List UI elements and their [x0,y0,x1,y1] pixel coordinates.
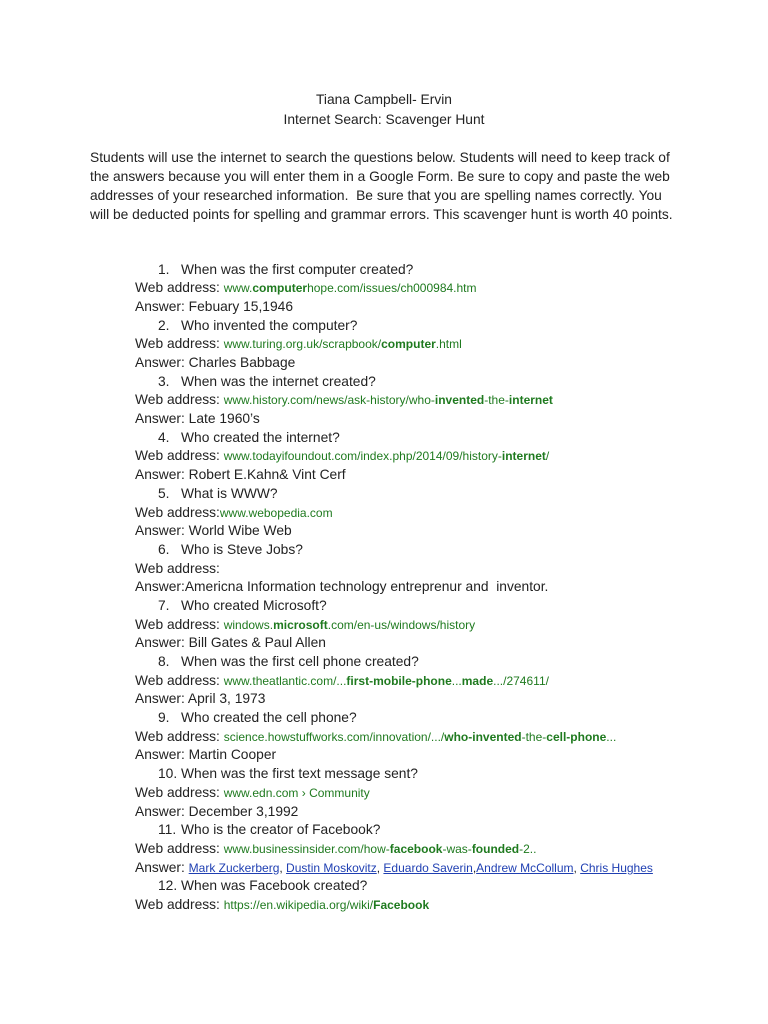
document-title: Internet Search: Scavenger Hunt [283,112,485,127]
instructions-paragraph [90,148,730,224]
answer-link[interactable]: Andrew McCollum [476,860,574,875]
web-address-url [224,842,537,856]
answer-link[interactable]: Dustin Moskovitz [286,860,377,875]
question-item [0,261,768,317]
web-address-url [224,898,429,912]
web-address-label: Web address: [135,840,224,856]
question-line [0,317,768,336]
web-address-label: Web address: [135,392,224,408]
question-line [0,485,768,504]
url-bold-segment: facebook [389,841,443,856]
question-text: Who created the internet? [181,429,340,445]
web-address-url [224,786,370,800]
answer-line [0,690,768,709]
web-address-url [224,618,475,632]
web-address-label: Web address: [135,560,220,576]
question-text: When was the internet created? [181,373,376,389]
answer-link[interactable]: Mark Zuckerberg [188,860,280,875]
answer-text: Bill Gates & Paul Allen [188,635,326,651]
question-text: Who created the cell phone? [181,710,357,726]
question-number: 9. [158,710,170,726]
url-bold-segment: who-invented [444,729,522,744]
answer-label: Answer: [135,523,189,539]
answer-separator: , [573,860,581,875]
url-bold-segment: internet [501,449,546,464]
url-segment: www.webopedia.com [219,505,333,520]
url-segment: www.businessinsider.com/how- [223,841,390,856]
answer-text: December 3,1992 [188,803,299,819]
url-segment: .html [435,337,462,352]
answer-label: Answer: [135,747,189,763]
question-number: 12. [158,878,178,894]
question-text: What is WWW? [181,485,278,501]
document-header [0,90,768,130]
web-address-line [0,335,768,354]
question-line [0,373,768,392]
answer-line [0,803,768,822]
answer-label: Answer: [135,355,189,371]
web-address-line [0,560,768,579]
question-item [0,317,768,373]
url-segment: https://en.wikipedia.org/wiki/ [223,897,374,912]
instructions-line: will be deducted points for spelling and grammar errors. This scavenger hunt is worth 40 points. [90,206,673,222]
question-list [0,261,768,915]
answer-label: Answer: [135,467,189,483]
web-address-url [224,730,617,744]
web-address-line [0,504,768,523]
answer-line [0,410,768,429]
answer-text: Americna Information technology entreprenur and inventor. [184,579,549,595]
question-number: 5. [158,485,170,501]
question-text: When was the first computer created? [181,261,414,277]
web-address-label: Web address: [135,896,224,912]
web-address-url [224,337,462,351]
question-line [0,541,768,560]
question-number: 6. [158,541,170,557]
question-line [0,597,768,616]
url-segment: www.history.com/news/ask-history/who- [223,393,435,408]
question-number: 2. [158,317,170,333]
url-segment: www.edn.com › Community [223,785,370,800]
web-address-label: Web address: [135,784,224,800]
question-item [0,485,768,541]
answer-line [0,466,768,485]
answer-separator: , [376,860,384,875]
answer-text: April 3, 1973 [187,691,266,707]
answer-text: World Wibe Web [188,523,292,539]
url-segment: ... [451,673,462,688]
web-address-label: Web address: [135,280,224,296]
url-bold-segment: microsoft [273,617,328,632]
url-segment: -2.. [519,841,537,856]
url-segment: -the- [484,393,509,408]
question-item [0,541,768,597]
instructions-line: Students will use the internet to search the questions below. Students will need to keep track of [90,149,670,165]
url-segment: -was- [442,841,472,856]
answer-line [0,354,768,373]
answer-separator: , [472,860,477,875]
question-item [0,653,768,709]
web-address-url [224,281,477,295]
url-bold-segment: internet [508,393,553,408]
web-address-url [220,506,333,520]
answer-label: Answer: [135,859,189,875]
answer-text: Robert E.Kahn& Vint Cerf [188,467,346,483]
web-address-line [0,447,768,466]
web-address-line [0,672,768,691]
question-line [0,709,768,728]
web-address-url [224,449,550,463]
question-item [0,877,768,914]
answer-line [0,522,768,541]
answer-label: Answer: [135,635,189,651]
answer-separator: , [279,860,287,875]
answer-label: Answer: [135,803,189,819]
instructions-line: the answers because you will enter them in a Google Form. Be sure to copy and paste the web [90,168,670,184]
url-segment: ... [606,729,617,744]
url-segment: / [545,449,550,464]
web-address-label: Web address: [135,672,224,688]
url-segment: science.howstuffworks.com/innovation/.../ [223,729,445,744]
instructions-line: addresses of your researched information. Be sure that you are spelling names correctly. You [90,187,662,203]
answer-line [0,859,768,878]
question-number: 4. [158,429,170,445]
question-number: 11. [158,822,177,838]
question-number: 8. [158,654,170,670]
answer-text: Febuary 15,1946 [188,298,293,314]
answer-text: Martin Cooper [188,747,277,763]
question-item [0,765,768,821]
question-line [0,429,768,448]
question-line [0,765,768,784]
author-name: Tiana Campbell- Ervin [316,92,452,107]
question-item [0,373,768,429]
answer-label: Answer: [135,411,189,427]
question-line [0,653,768,672]
answer-line [0,746,768,765]
question-line [0,821,768,840]
question-text: Who is Steve Jobs? [181,541,303,557]
web-address-label: Web address: [135,504,220,520]
answer-line [0,578,768,597]
question-number: 10. [158,766,178,782]
answer-label: Answer: [135,579,185,595]
url-segment: .../274611/ [493,673,549,688]
question-item [0,429,768,485]
question-item [0,821,768,877]
url-bold-segment: computer [381,337,436,352]
answer-link[interactable]: Chris Hughes [580,860,653,875]
answer-line [0,298,768,317]
web-address-url [224,674,549,688]
answer-link[interactable]: Eduardo Saverin [383,860,473,875]
url-segment: www.todayifoundout.com/index.php/2014/09/history- [223,449,502,464]
answer-text: Late 1960’s [188,411,260,427]
question-text: When was the first text message sent? [181,766,418,782]
web-address-line [0,391,768,410]
web-address-label: Web address: [135,336,224,352]
web-address-label: Web address: [135,728,224,744]
web-address-line [0,616,768,635]
web-address-line [0,840,768,859]
url-bold-segment: made [461,673,494,688]
url-segment: .com/en-us/windows/history [327,617,476,632]
question-number: 1. [158,261,170,277]
web-address-label: Web address: [135,448,224,464]
question-number: 3. [158,373,170,389]
question-line [0,261,768,280]
answer-line [0,634,768,653]
web-address-label: Web address: [135,616,224,632]
question-text: When was Facebook created? [181,878,368,894]
url-bold-segment: founded [471,841,520,856]
url-bold-segment: computer [252,281,308,296]
url-segment: www.turing.org.uk/scrapbook/ [223,337,382,352]
url-bold-segment: cell-phone [546,729,607,744]
web-address-url [224,393,553,407]
question-line [0,877,768,896]
url-segment: www.theatlantic.com/... [223,673,347,688]
url-segment: -the- [521,729,547,744]
url-segment: hope.com/issues/ch000984.htm [307,281,477,296]
question-item [0,597,768,653]
url-bold-segment: first-mobile-phone [346,673,452,688]
question-item [0,709,768,765]
answer-label: Answer: [135,298,189,314]
answer-label: Answer: [135,691,188,707]
url-bold-segment: Facebook [373,897,430,912]
web-address-line [0,784,768,803]
web-address-line [0,728,768,747]
web-address-line [0,896,768,915]
url-segment: windows. [223,617,274,632]
url-segment: www. [223,281,253,296]
question-text: Who created Microsoft? [181,597,327,613]
question-text: Who invented the computer? [181,317,358,333]
question-number: 7. [158,597,170,613]
question-text: Who is the creator of Facebook? [181,822,381,838]
answer-text: Charles Babbage [188,355,296,371]
web-address-line [0,279,768,298]
question-text: When was the first cell phone created? [181,654,419,670]
url-bold-segment: invented [434,393,485,408]
